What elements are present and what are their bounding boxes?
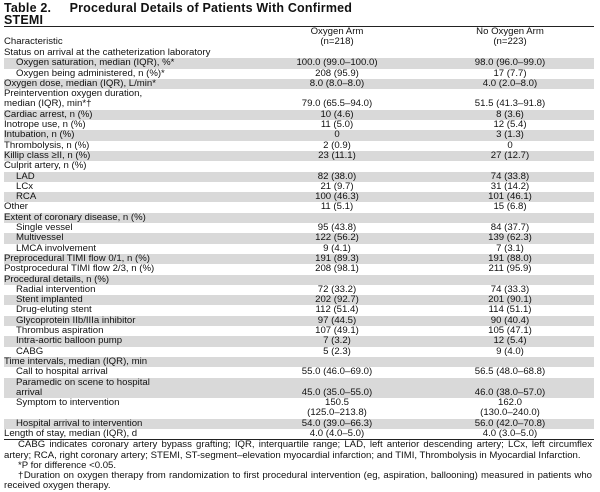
no-oxygen-arm-value: 98.0 (96.0–99.0) xyxy=(426,58,594,68)
oxygen-arm-value: 95 (43.8) xyxy=(317,223,357,234)
no-oxygen-arm-value: 139 (62.3) xyxy=(426,233,594,243)
table-footnotes xyxy=(4,440,592,491)
oxygen-arm-value xyxy=(248,48,426,58)
table-row xyxy=(4,172,594,182)
row-label: Intubation, n (%) xyxy=(4,130,248,140)
table-row xyxy=(4,347,594,357)
row-label: Culprit artery, n (%) xyxy=(4,161,87,172)
table-row xyxy=(4,120,594,130)
no-oxygen-arm-value: 191 (88.0) xyxy=(426,254,594,264)
table-row xyxy=(4,110,594,120)
oxygen-arm-value: 191 (89.3) xyxy=(248,254,426,264)
no-oxygen-arm-value: 15 (6.8) xyxy=(493,202,527,213)
row-label: Symptom to intervention xyxy=(16,398,120,409)
oxygen-arm-value: 202 (92.7) xyxy=(248,295,426,305)
table-row xyxy=(4,398,594,419)
no-oxygen-arm-value: 46.0 (38.0–57.0) xyxy=(426,378,594,399)
table-row xyxy=(4,285,594,295)
table-row xyxy=(4,316,594,326)
table-row xyxy=(4,275,594,285)
oxygen-arm-value: 100 (46.3) xyxy=(248,192,426,202)
no-oxygen-arm-value: 12 (5.4) xyxy=(493,120,527,131)
oxygen-arm-value: 72 (33.2) xyxy=(317,284,357,295)
oxygen-arm-value: 5 (2.3) xyxy=(323,346,351,357)
oxygen-arm-value: 55.0 (46.0–69.0) xyxy=(301,367,373,378)
no-oxygen-arm-value: 7 (3.1) xyxy=(496,243,524,254)
no-oxygen-arm-value: 74 (33.8) xyxy=(426,172,594,182)
table-row xyxy=(4,419,594,429)
table-row xyxy=(4,233,594,243)
oxygen-arm-value: 208 (95.9) xyxy=(315,68,359,79)
table-row xyxy=(4,367,594,377)
no-oxygen-arm-value xyxy=(426,357,594,367)
row-label: LCx xyxy=(16,181,34,192)
table-row xyxy=(4,192,594,202)
oxygen-arm-value: 11 (5.1) xyxy=(320,202,354,213)
row-label: Preprocedural TIMI flow 0/1, n (%) xyxy=(4,254,248,264)
row-label: Stent implanted xyxy=(4,295,248,305)
no-oxygen-arm-value: 17 (7.7) xyxy=(493,68,527,79)
row-label: LAD xyxy=(4,172,248,182)
oxygen-arm-value: 23 (11.1) xyxy=(248,151,426,161)
oxygen-arm-value: 107 (49.1) xyxy=(315,326,359,337)
table-title xyxy=(4,2,564,26)
no-oxygen-arm-value: 84 (37.7) xyxy=(490,223,530,234)
table-row xyxy=(4,295,594,305)
no-oxygen-arm-value: 101 (46.1) xyxy=(426,192,594,202)
table-row xyxy=(4,79,594,89)
oxygen-arm-value: 4.0 (4.0–5.0) xyxy=(309,428,365,439)
table-row xyxy=(4,58,594,68)
table-row xyxy=(4,202,594,212)
oxygen-arm-value: 9 (4.1) xyxy=(323,243,351,254)
oxygen-arm-value: 122 (56.2) xyxy=(248,233,426,243)
oxygen-arm-value: 11 (5.0) xyxy=(320,120,354,131)
oxygen-arm-value: 45.0 (35.0–55.0) xyxy=(248,378,426,399)
procedural-details-table xyxy=(4,27,594,439)
oxygen-arm-value: 21 (9.7) xyxy=(320,181,354,192)
row-label: Extent of coronary disease, n (%) xyxy=(4,213,248,223)
oxygen-arm-value: 150.5 (125.0–213.8) xyxy=(307,398,367,419)
table-row xyxy=(4,141,594,151)
oxygen-arm-value: 97 (44.5) xyxy=(248,316,426,326)
no-oxygen-arm-value: 4.0 (3.0–5.0) xyxy=(482,428,538,439)
row-label: Oxygen being administered, n (%)* xyxy=(16,68,165,79)
no-oxygen-arm-value: 56.5 (48.0–68.8) xyxy=(474,367,546,378)
table-row xyxy=(4,305,594,315)
table-row xyxy=(4,223,594,233)
no-oxygen-arm-value: 4.0 (2.0–8.0) xyxy=(426,79,594,89)
table-row xyxy=(4,244,594,254)
row-label: Killip class ≥II, n (%) xyxy=(4,151,248,161)
row-label: Paramedic on scene to hospital arrival xyxy=(4,378,248,399)
no-oxygen-arm-value: 27 (12.7) xyxy=(426,151,594,161)
table-row xyxy=(4,326,594,336)
row-label: Thrombolysis, n (%) xyxy=(4,140,90,151)
row-label: Hospital arrival to intervention xyxy=(4,419,248,429)
oxygen-arm-value: 208 (98.1) xyxy=(315,264,359,275)
row-label: Multivessel xyxy=(4,233,248,243)
table-row xyxy=(4,254,594,264)
table-body xyxy=(4,48,594,439)
no-oxygen-arm-value: 31 (14.2) xyxy=(490,181,530,192)
row-label: LMCA involvement xyxy=(16,243,96,254)
footnote-dagger: †Duration on oxygen therapy from randomization to first procedural intervention (eg, aspiration, ballooning) measured in patients who received oxygen therapy. xyxy=(4,470,592,492)
row-label: Single vessel xyxy=(16,223,73,234)
row-label: RCA xyxy=(4,192,248,202)
row-label: Procedural details, n (%) xyxy=(4,275,248,285)
row-label: Intra-aortic balloon pump xyxy=(4,336,248,346)
row-label: CABG xyxy=(16,346,44,357)
header-oxygen-arm: Oxygen Arm (n=218) xyxy=(310,27,364,47)
oxygen-arm-value: 0 xyxy=(248,130,426,140)
table-row xyxy=(4,48,594,58)
oxygen-arm-value xyxy=(248,161,426,171)
no-oxygen-arm-value xyxy=(426,275,594,285)
table-row xyxy=(4,89,594,110)
oxygen-arm-value xyxy=(248,213,426,223)
table-title-line1: Table 2. Procedural Details of Patients With Confirmed xyxy=(4,1,353,15)
row-label: Radial intervention xyxy=(16,284,96,295)
no-oxygen-arm-value: 201 (90.1) xyxy=(426,295,594,305)
row-label: Call to hospital arrival xyxy=(16,367,108,378)
no-oxygen-arm-value: 114 (51.1) xyxy=(488,305,532,316)
row-label: Oxygen saturation, median (IQR), %* xyxy=(4,58,248,68)
table-row xyxy=(4,336,594,346)
row-label: Glycoprotein IIb/IIIa inhibitor xyxy=(4,316,248,326)
table-row xyxy=(4,182,594,192)
no-oxygen-arm-value: 74 (33.3) xyxy=(490,284,530,295)
no-oxygen-arm-value: 51.5 (41.3–91.8) xyxy=(474,98,546,110)
row-label: Cardiac arrest, n (%) xyxy=(4,110,248,120)
row-label: Inotrope use, n (%) xyxy=(4,120,86,131)
no-oxygen-arm-value xyxy=(426,161,594,171)
table-row xyxy=(4,151,594,161)
no-oxygen-arm-value: 56.0 (42.0–70.8) xyxy=(426,419,594,429)
table-row xyxy=(4,357,594,367)
row-label: Thrombus aspiration xyxy=(16,326,104,337)
oxygen-arm-value: 54.0 (39.0–66.3) xyxy=(248,419,426,429)
no-oxygen-arm-value: 0 xyxy=(507,140,513,151)
oxygen-arm-value: 2 (0.9) xyxy=(323,140,351,151)
oxygen-arm-value: 112 (51.4) xyxy=(315,305,359,316)
table-row xyxy=(4,161,594,171)
oxygen-arm-value: 79.0 (65.5–94.0) xyxy=(301,98,373,110)
oxygen-arm-value: 82 (38.0) xyxy=(248,172,426,182)
row-label: Length of stay, median (IQR), d xyxy=(4,428,138,439)
no-oxygen-arm-value: 211 (95.9) xyxy=(488,264,532,275)
oxygen-arm-value: 7 (3.2) xyxy=(248,336,426,346)
header-characteristic: Characteristic xyxy=(4,36,63,47)
row-label: Postprocedural TIMI flow 2/3, n (%) xyxy=(4,264,155,275)
oxygen-arm-value: 100.0 (99.0–100.0) xyxy=(248,58,426,68)
table-row xyxy=(4,429,594,439)
oxygen-arm-value: 8.0 (8.0–8.0) xyxy=(248,79,426,89)
oxygen-arm-value xyxy=(248,357,426,367)
oxygen-arm-value xyxy=(248,275,426,285)
no-oxygen-arm-value: 105 (47.1) xyxy=(488,326,532,337)
no-oxygen-arm-value: 90 (40.4) xyxy=(426,316,594,326)
footnote-abbreviations: CABG indicates coronary artery bypass grafting; IQR, interquartile range; LAD, left anterior descending artery; LCx, left circumflex artery; RCA, right coronary artery; STEMI, ST-segment–elevation myocardial infarction; and TIMI, Thrombolysis in Myocardial Infarction. xyxy=(4,439,592,461)
table-header xyxy=(4,27,594,48)
no-oxygen-arm-value: 8 (3.6) xyxy=(426,110,594,120)
no-oxygen-arm-value: 9 (4.0) xyxy=(496,346,524,357)
row-label: Drug-eluting stent xyxy=(16,305,92,316)
no-oxygen-arm-value: 12 (5.4) xyxy=(426,336,594,346)
no-oxygen-arm-value: 3 (1.3) xyxy=(426,130,594,140)
table-row xyxy=(4,378,594,399)
oxygen-arm-value: 10 (4.6) xyxy=(248,110,426,120)
row-label: Time intervals, median (IQR), min xyxy=(4,357,248,367)
row-label: Status on arrival at the catheterization laboratory xyxy=(4,48,211,58)
no-oxygen-arm-value xyxy=(426,213,594,223)
footnote-star: *P for difference <0.05. xyxy=(18,459,117,471)
no-oxygen-arm-value xyxy=(426,48,594,58)
table-row xyxy=(4,264,594,274)
no-oxygen-arm-value: 162.0 (130.0–240.0) xyxy=(480,398,540,419)
row-label: Preintervention oxygen duration, median (IQR), min*† xyxy=(4,89,143,110)
table-row xyxy=(4,213,594,223)
header-no-oxygen-arm: No Oxygen Arm (n=223) xyxy=(476,27,544,47)
table-row xyxy=(4,69,594,79)
table-row xyxy=(4,130,594,140)
table-title-line2: STEMI xyxy=(4,13,44,27)
row-label: Other xyxy=(4,202,28,213)
row-label: Oxygen dose, median (IQR), L/min* xyxy=(4,79,248,89)
